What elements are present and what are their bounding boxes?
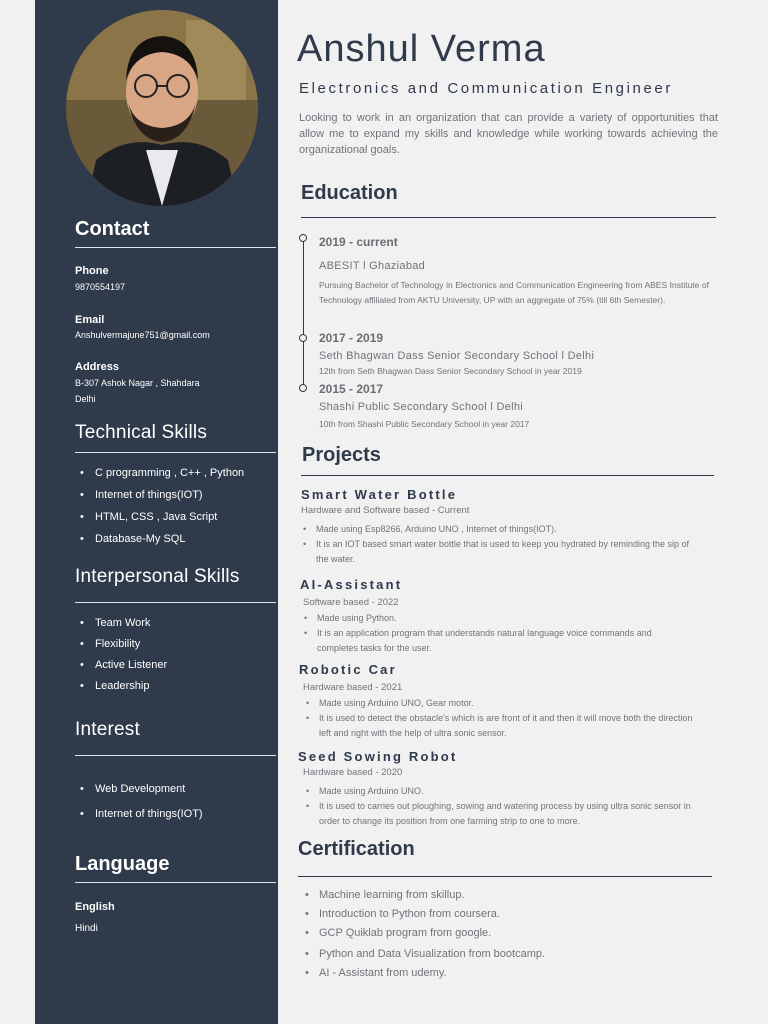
education-description: 12th from Seth Bhagwan Dass Senior Secondary School in year 2019 <box>319 366 582 376</box>
list-item: • Leadership <box>75 680 167 701</box>
timeline-dot <box>299 384 307 392</box>
list-item: • Flexibility <box>75 638 167 659</box>
list-item: • It is an IOT based smart water bottle that is used to keep you hydrated by reminding the sip of the water. <box>300 537 690 567</box>
education-years: 2017 - 2019 <box>319 331 384 345</box>
education-years: 2015 - 2017 <box>319 382 384 396</box>
timeline-dot <box>299 234 307 242</box>
list-item: • Active Listener <box>75 659 167 680</box>
list-item: • It is used to detect the obstacle's which is are front of it and then it will move both the direction left and right with the help of ultra sonic sensor. <box>303 711 693 741</box>
education-school: Seth Bhagwan Dass Senior Secondary School l Delhi <box>319 350 595 362</box>
list-item: • AI - Assistant from udemy. <box>303 964 545 983</box>
language-english: English <box>75 901 115 913</box>
project-name: Seed Sowing Robot <box>298 749 458 764</box>
project-name: AI-Assistant <box>300 577 403 592</box>
project-subtitle: Hardware based - 2020 <box>303 767 403 778</box>
project-subtitle: Hardware based - 2021 <box>303 682 403 693</box>
address-line-2: Delhi <box>75 394 96 404</box>
list-item: • Machine learning from skillup. <box>303 886 545 905</box>
projects-heading: Projects <box>302 444 381 466</box>
education-school: Shashi Public Secondary School l Delhi <box>319 401 524 413</box>
project-name: Smart Water Bottle <box>301 487 458 502</box>
contact-heading: Contact <box>75 218 150 240</box>
technical-skills-heading: Technical Skills <box>75 422 208 443</box>
email-value: Anshulvermajune751@gmail.com <box>75 330 210 340</box>
list-item: • C programming , C++ , Python <box>75 467 244 489</box>
list-item: • Introduction to Python from coursera. <box>303 905 545 924</box>
list-item: • Made using Esp8266, Arduino UNO , Internet of things(IOT). <box>300 522 690 537</box>
education-description: Pursuing Bachelor of Technology in Electronics and Communication Engineering from ABES Institute of Technology affiliated from AKTU University, UP with an aggregate of 75% (till 6th Semester). <box>319 280 709 305</box>
candidate-title: Electronics and Communication Engineer <box>299 80 673 97</box>
language-hindi: Hindi <box>75 923 98 934</box>
education-heading: Education <box>301 182 398 204</box>
summary-text: Looking to work in an organization that can provide a variety of opportunities that allow me to expand my skills and knowledge while working towards achieving the organizational goals. <box>299 112 718 156</box>
education-description: 10th from Shashi Public Secondary School in year 2017 <box>319 419 530 429</box>
language-heading: Language <box>75 853 170 875</box>
interpersonal-skills-heading: Interpersonal Skills <box>75 566 240 587</box>
list-item: • It is used to carries out ploughing, sowing and watering process by using ultra sonic sensor in order to change its position from one farming strip to one to more. <box>303 799 693 829</box>
project-points <box>303 784 693 829</box>
project-name: Robotic Car <box>299 662 397 677</box>
project-points <box>301 611 691 656</box>
list-item: • GCP Quiklab program from google. <box>303 924 545 943</box>
projects-divider <box>301 475 714 476</box>
timeline-dot <box>299 334 307 342</box>
list-item: • Web Development <box>75 783 203 808</box>
list-item: • Made using Arduino UNO. <box>303 784 693 799</box>
phone-label: Phone <box>75 265 109 277</box>
project-subtitle: Software based - 2022 <box>303 597 399 608</box>
timeline-line <box>303 238 304 390</box>
list-item: • It is an application program that understands natural language voice commands and completes tasks for the user. <box>301 626 691 656</box>
address-label: Address <box>75 361 120 373</box>
candidate-name: Anshul Verma <box>297 28 546 70</box>
certification-list <box>303 886 545 983</box>
email-label: Email <box>75 314 105 326</box>
certification-divider <box>298 876 712 877</box>
education-divider <box>301 217 716 218</box>
list-item: • Team Work <box>75 617 167 638</box>
project-points <box>303 696 693 741</box>
list-item: • Internet of things(IOT) <box>75 808 203 833</box>
education-years: 2019 - current <box>319 235 398 249</box>
project-subtitle: Hardware and Software based - Current <box>301 505 470 516</box>
list-item: • Python and Data Visualization from bootcamp. <box>303 945 545 964</box>
project-points <box>300 522 690 567</box>
certification-heading: Certification <box>298 838 415 860</box>
list-item: • Internet of things(IOT) <box>75 489 244 511</box>
interest-heading: Interest <box>75 719 140 740</box>
list-item: • Made using Python. <box>301 611 691 626</box>
phone-value: 9870554197 <box>75 282 126 292</box>
list-item: • Made using Arduino UNO, Gear motor. <box>303 696 693 711</box>
list-item: • HTML, CSS , Java Script <box>75 511 244 533</box>
education-school: ABESIT l Ghaziabad <box>319 260 426 272</box>
list-item: • Database-My SQL <box>75 533 244 555</box>
address-line-1: B-307 Ashok Nagar , Shahdara <box>75 378 200 388</box>
